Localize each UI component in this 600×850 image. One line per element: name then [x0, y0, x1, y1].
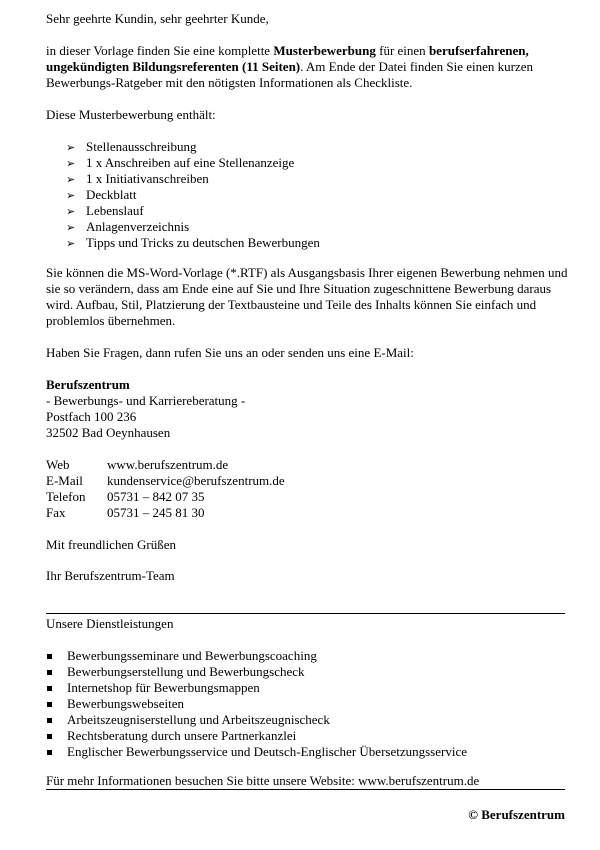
- service-label: Internetshop für Bewerbungsmappen: [67, 680, 260, 695]
- fax-value: 05731 – 245 81 30: [107, 505, 205, 520]
- list-item: [66, 155, 320, 171]
- service-label: Rechtsberatung durch unsere Partnerkanzlei: [67, 728, 297, 743]
- address-block: [46, 377, 568, 441]
- intro-text-3: . Am Ende der Datei finden Sie einen kurzen Bewerbungs-Ratgeber mit den nötigsten Informationen als Checkliste.: [46, 59, 533, 90]
- web-label: Web: [46, 457, 70, 472]
- copyright-notice: © Berufszentrum: [468, 807, 565, 822]
- fax-label: Fax: [46, 505, 66, 520]
- arrow-bullet-icon: ➢: [66, 174, 76, 186]
- arrow-bullet-icon: ➢: [66, 206, 76, 218]
- service-label: Englischer Bewerbungsservice und Deutsch-Englischer Übersetzungsservice: [67, 744, 467, 759]
- list-item: [66, 139, 320, 155]
- divider-bottom: [46, 789, 565, 790]
- contents-list: [66, 139, 320, 251]
- questions-paragraph: Haben Sie Fragen, dann rufen Sie uns an oder senden uns eine E-Mail:: [46, 345, 414, 360]
- square-bullet-icon: [47, 686, 52, 691]
- square-bullet-icon: [47, 718, 52, 723]
- list-item-label: Tipps und Tricks zu deutschen Bewerbungen: [86, 235, 320, 250]
- divider-top: [46, 613, 565, 614]
- list-item: [66, 187, 320, 203]
- usage-paragraph: Sie können die MS-Word-Vorlage (*.RTF) als Ausgangsbasis Ihrer eigenen Bewerbung nehmen und sie so verändern, dass am Ende eine auf Sie und Ihre Situation zugeschnittene Bewerbung daraus wird. Aufbau, Stil, Platzierung der Textbausteine und Teile des Inhalts können Sie einfach und problemlos übernehmen.: [46, 265, 568, 328]
- contents-heading: Diese Musterbewerbung enthält:: [46, 107, 216, 122]
- list-item-label: 1 x Anschreiben auf eine Stellenanzeige: [86, 155, 295, 170]
- intro-text-2: für einen: [375, 43, 429, 58]
- company-name: Berufszentrum: [46, 377, 130, 392]
- contact-row-web: [46, 457, 285, 473]
- email-label: E-Mail: [46, 473, 83, 488]
- list-item-label: 1 x Initiativanschreiben: [86, 171, 209, 186]
- list-item: [46, 696, 467, 712]
- contact-table: [46, 457, 285, 521]
- greeting: Sehr geehrte Kundin, sehr geehrter Kunde,: [46, 11, 269, 26]
- signature-team: Ihr Berufszentrum-Team: [46, 568, 175, 583]
- list-item: [46, 664, 467, 680]
- service-label: Bewerbungsseminare und Bewerbungscoaching: [67, 648, 317, 663]
- closing-regards: Mit freundlichen Grüßen: [46, 537, 176, 552]
- list-item: [46, 648, 467, 664]
- intro-bold-product: Musterbewerbung: [273, 43, 376, 58]
- square-bullet-icon: [47, 734, 52, 739]
- city: 32502 Bad Oeynhausen: [46, 425, 171, 440]
- square-bullet-icon: [47, 702, 52, 707]
- square-bullet-icon: [47, 750, 52, 755]
- phone-value: 05731 – 842 07 35: [107, 489, 205, 504]
- postbox: Postfach 100 236: [46, 409, 137, 424]
- list-item: [46, 680, 467, 696]
- contact-row-email: [46, 473, 285, 489]
- service-label: Arbeitszeugniserstellung und Arbeitszeugnischeck: [67, 712, 330, 727]
- arrow-bullet-icon: ➢: [66, 238, 76, 250]
- square-bullet-icon: [47, 670, 52, 675]
- list-item: [66, 203, 320, 219]
- square-bullet-icon: [47, 654, 52, 659]
- more-info-line: Für mehr Informationen besuchen Sie bitte unsere Website: www.berufszentrum.de: [46, 773, 480, 788]
- email-link[interactable]: kundenservice@berufszentrum.de: [107, 473, 285, 488]
- list-item: [66, 219, 320, 235]
- service-label: Bewerbungswebseiten: [67, 696, 184, 711]
- company-subtitle: - Bewerbungs- und Karriereberatung -: [46, 393, 246, 408]
- list-item-label: Stellenausschreibung: [86, 139, 197, 154]
- list-item: [46, 712, 467, 728]
- list-item: [46, 744, 467, 760]
- services-title: Unsere Dienstleistungen: [46, 616, 174, 631]
- intro-text-1: in dieser Vorlage finden Sie eine komplette: [46, 43, 274, 58]
- arrow-bullet-icon: ➢: [66, 190, 76, 202]
- list-item: [66, 235, 320, 251]
- arrow-bullet-icon: ➢: [66, 142, 76, 154]
- intro-paragraph: [46, 43, 568, 91]
- contact-row-fax: [46, 505, 285, 521]
- arrow-bullet-icon: ➢: [66, 222, 76, 234]
- service-label: Bewerbungserstellung und Bewerbungscheck: [67, 664, 305, 679]
- arrow-bullet-icon: ➢: [66, 158, 76, 170]
- list-item-label: Anlagenverzeichnis: [86, 219, 190, 234]
- services-list: [46, 648, 467, 760]
- phone-label: Telefon: [46, 489, 86, 504]
- list-item-label: Lebenslauf: [86, 203, 144, 218]
- list-item: [46, 728, 467, 744]
- list-item: [66, 171, 320, 187]
- intro-bold-profile: berufserfahrenen, ungekündigten Bildungsreferenten (11 Seiten): [46, 43, 529, 74]
- list-item-label: Deckblatt: [86, 187, 137, 202]
- web-link[interactable]: www.berufszentrum.de: [107, 457, 229, 472]
- contact-row-phone: [46, 489, 285, 505]
